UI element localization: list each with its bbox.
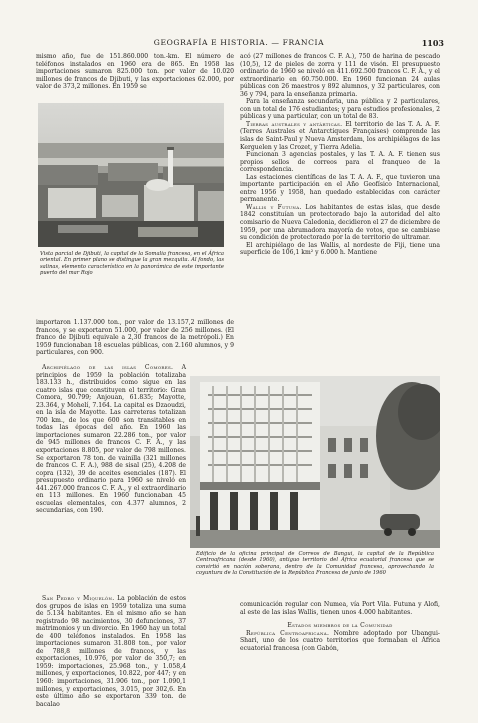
right-column-bottom bbox=[240, 601, 440, 652]
paragraph: mismo año, fue de 151.860.000 ton.-km. El número de teléfonos instalados en 1960 era de 865. En 1958 las importaciones sumaron 825.000 ton. por valor de 10.020 millones de francos de Djibuti, y las exportaciones 62.000, por valor de 373,2 millones. En 1959 se bbox=[36, 53, 234, 91]
section-heading-miquelon: San Pedro y Miquelón. bbox=[42, 595, 115, 602]
paragraph: Funcionan 3 agencias postales, y las T. A. A. F. tienen sus propios sellos de correos para el franqueo de la correspondencia. bbox=[240, 151, 440, 174]
paragraph: acó (27 millones de francos C. F. A.), 750 de harina de pescado (10,5), 12 de pieles de zorra y 111 de visón. El presupuesto ordinario de 1960 se niveló en 411.692.500 francos C. F. A., y el extraordinario en 60.750.000. En 1960 funcionan 24 aulas públicas con 26 maestros y 892 alumnos, y 32 particulares, con 36 y 794, para la enseñanza primaria. bbox=[240, 53, 440, 98]
photo-djibuti-caption: Vista parcial de Djibuti, la capital de la Somalia francesa, en el África oriental. En primer plano se distingue la gran mezquita. Al fondo, las salinas, elemento característico en la panorámica de este importante puerto del mar Rojo bbox=[40, 251, 224, 277]
paragraph: importaron 1.137.000 ton., por valor de 13.157,2 millones de francos, y se exportaron 51.000, por valor de 256 millones. (El franco de Djibuti equivale a 2,30 francos de la metrópoli.) En 1959 funcionaban 18 escuelas públicas, con 2.160 alumnos, y 9 particulares, con 900. bbox=[36, 319, 234, 357]
subheading-centroafricana: República Centroafricana. bbox=[246, 629, 330, 637]
section-heading-wallis: Wallis y Futuna. bbox=[246, 203, 302, 211]
photo-bangui bbox=[190, 376, 440, 548]
paragraph: La población de estos dos grupos de islas en 1959 totaliza una suma de 5.134 habitantes. En el mismo año se han registrado 98 nacimientos, 30 defunciones, 37 matrimonios y un divorcio. En 1960 hay un total de 400 teléfonos instalados. En 1958 las importaciones sumaron 31.808 ton., por valor de 788,8 millones de francos, y las exportaciones, 10.976, por valor de 350,7; en 1959: importaciones, 25.968 ton., y 1.058,4 millones, y exportaciones, 10.822, por 447; y en 1960: importaciones, 31.906 ton., por 1.090,1 millones, y exportaciones, 3.015, por 302,6. En este último año se exportaron 339 ton. de bacalao bbox=[36, 595, 186, 708]
paragraph: comunicación regular con Numea, vía Port Vila. Futuna y Alofi, al este de las islas Wallis, tienen unos 4.000 habitantes. bbox=[240, 601, 440, 616]
paragraph: Los habitantes de estas islas, que desde 1842 constituían un protectorado bajo la autoridad del alto comisario de Nueva Caledonia, decidieron el 27 de diciembre de 1959, por una abrumadora mayoría de votos, que se cambiase su condición de protectorado por la de territorio de ultramar. bbox=[240, 203, 441, 242]
bangui-post-office-image bbox=[190, 376, 440, 548]
miquelon-section bbox=[36, 595, 186, 708]
paragraph: El territorio de las T. A. A. F. (Terres Australes et Antarctiques Françaises) comprende las islas de Saint-Paul y Nueva Amsterdam, los archipiélagos de las Kerguelen y las Crozet, y Tierra Adelia. bbox=[240, 120, 440, 151]
paragraph: El archipiélago de las Wallis, al nordeste de Fiji, tiene una superficie de 106,1 km² y 6.000 h. Mantiene bbox=[240, 241, 440, 257]
section-heading-comunidad: Estados miembros de la Comunidad bbox=[287, 622, 393, 630]
page-header-title: GEOGRAFÍA E HISTORIA. — FRANCIA bbox=[153, 38, 325, 47]
page-number: 1103 bbox=[421, 38, 444, 48]
left-column-top bbox=[36, 53, 234, 91]
paragraph: A principios de 1959 la población totalizaba 183.133 h., distribuidos como sigue en las cuatro islas que constituyen el territorio: Gran Comora, 90.799; Anjouan, 61.835; Mayotte, 23.364, y Mohelí, 7.164. La capital es Dzaoudzi, en la isla de Mayotte. Las carreteras totalizan 700 km., de los que 600 son transitables en todas las épocas del año. En 1960 las importaciones sumaron 22.286 ton., por valor de 945 millones de francos C. F. A., y las exportaciones 8.805, por valor de 798 millones. Se exportaron 78 ton. de vainilla (321 millones de francos C. F. A.), 988 de sisal (25), 4.208 de copra (132), 39 de aceites esenciales (187). El presupuesto ordinario para 1960 se niveló en 441.267.000 francos C. F. A., y el extraordinario en 113 millones. En 1960 funcionaban 45 escuelas elementales, con 4.377 alumnos, 2 secundarias, con 190. bbox=[36, 364, 186, 515]
left-column-mid bbox=[36, 319, 234, 357]
paragraph: Para la enseñanza secundaria, una pública y 2 particulares, con un total de 176 estudiantes; y para estudios profesionales, 2 públicas y una particular, con un total de 83. bbox=[240, 98, 440, 121]
photo-bangui-caption: Edificio de la oficina principal de Correos de Bangui, la capital de la República Centroafricana (desde 1960), antiguo territorio del África ecuatorial francesa que se convirtió en nación soberana, dentro de la Comunidad francesa, aprovechando la coyuntura de la Constitución de la República Francesa de junio de 1960 bbox=[196, 551, 434, 577]
section-heading-comores: Archipiélago de las islas Comores. bbox=[42, 364, 174, 371]
section-heading-tierras: Tierras australes y antárticas. bbox=[246, 120, 343, 128]
comores-section bbox=[36, 364, 186, 515]
photo-djibuti bbox=[38, 103, 224, 247]
running-header bbox=[0, 38, 478, 50]
djibuti-city-image bbox=[38, 103, 224, 247]
paragraph: Las estaciones científicas de las T. A. A. F., que tuvieron una importante participación en el Año Geofísico Internacional, entre 1956 y 1958, han quedado establecidas con carácter permanente. bbox=[240, 173, 440, 204]
right-column-top bbox=[240, 53, 440, 257]
paragraph: Nombre adoptado por Ubangui-Shari, uno de los cuatro territorios que formaban el África ecuatorial francesa (con Gabón, bbox=[240, 629, 440, 652]
